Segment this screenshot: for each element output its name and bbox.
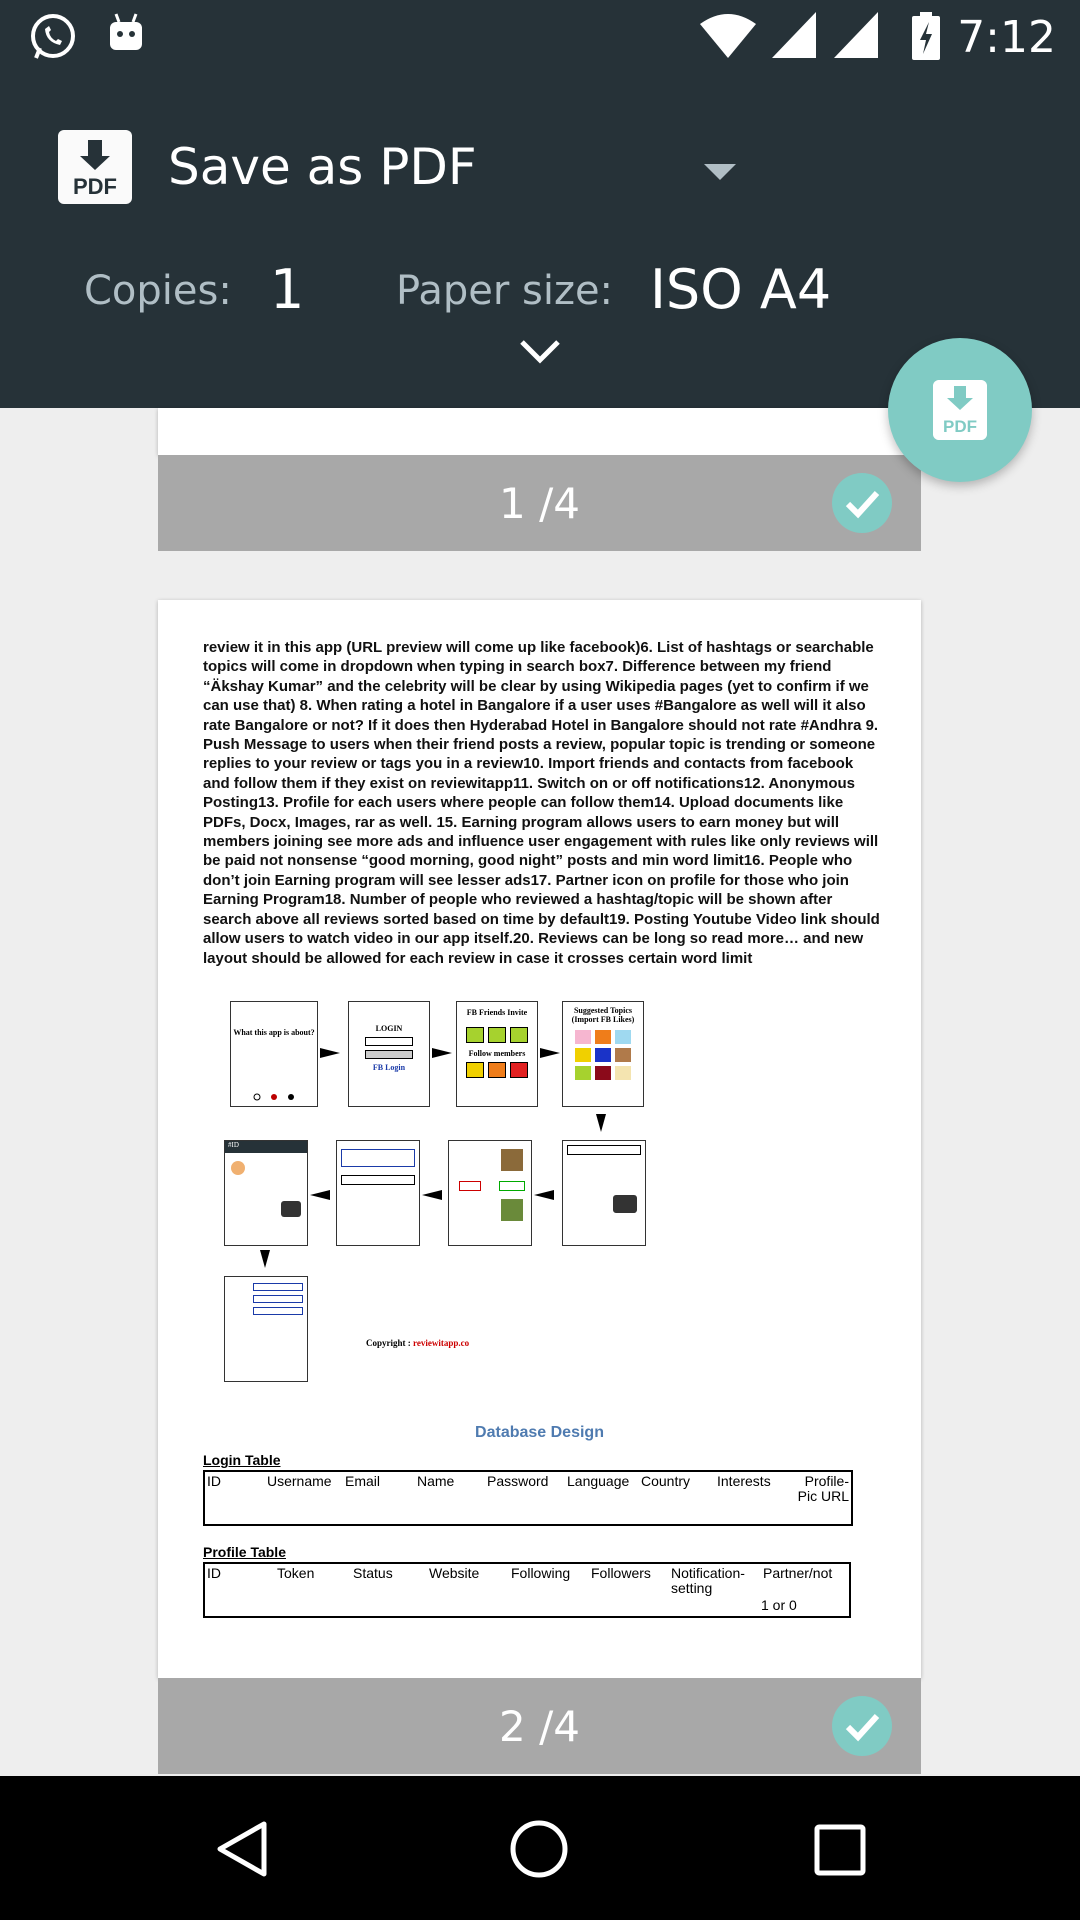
android-debug-icon (106, 12, 146, 56)
login-col-language: Language (567, 1473, 630, 1489)
back-icon[interactable] (214, 1820, 272, 1878)
page-1-preview[interactable] (158, 408, 921, 455)
page-2-preview[interactable] (158, 600, 921, 1678)
login-col-name: Name (417, 1473, 455, 1489)
page-2-number: 2 /4 (499, 1702, 580, 1751)
login-col-profile-pic: Profile-Pic URL (797, 1473, 849, 1504)
home-icon[interactable] (508, 1818, 570, 1880)
battery-charging-icon (912, 12, 940, 60)
flow-arrow-left (310, 1190, 330, 1200)
profile-table-caption: Profile Table (203, 1544, 286, 1560)
database-design-heading: Database Design (475, 1424, 604, 1441)
login-table (203, 1470, 853, 1526)
profile-col-notification: Notification-setting (671, 1565, 745, 1596)
svg-text:PDF: PDF (73, 174, 117, 199)
page-1-number: 1 /4 (499, 479, 580, 528)
mockup-fb-invite-title: FB Friends Invite (466, 1008, 528, 1017)
mockup-post-review (336, 1140, 420, 1246)
page-2-bar (158, 1678, 921, 1774)
mockup-copyright (366, 1338, 469, 1348)
mockup-fb-invite (456, 1001, 538, 1107)
mockup-settings (224, 1276, 308, 1382)
mockup-fb-login: FB Login (372, 1063, 406, 1072)
save-pdf-button[interactable] (888, 338, 1032, 482)
page-2-body-text: review it in this app (URL preview will come up like facebook)6. List of hashtags or searchable topics will come in dropdown when typing in search box7. Difference between my friend “Äkshay Kumar” and the celebrity will be clear by using Wikipedia pages (yet to confirm if we can use that) 8. When rating a hotel in Bangalore if a user uses #Bangalore as well will it also rate Bangalore or not? If it does then Hyderabad Hotel in Bangalore should not rate #Andhra 9. Push Message to users when their friend posts a review, popular topic is trending or someone replies to your review or tags you in a review10. Import friends and contacts from facebook and follow them if they exist on reviewitapp11. Switch on or off notifications12. Anonymous Posting13. Profile for each users where people can follow them14. Upload documents like PDFs, Docx, Images, rar as well. 15. Earning program allows users to earn money but will members joining see more ads and influence user engagement with rules like only reviews will be paid not nonsense “good morning, good night” posts and min word limit16. People who don’t join Earning program will see lesser ads17. Partner icon on profile for those who join Earning Program18. Number of people who reviewed a hashtag/topic will be shown after search above all reviews sorted based on time by default19. Posting Youtube Video link should allow users to watch video in our app itself.20. Reviews can be long so read more… and new layout should be allowed for each review in case it crosses certain word limit (203, 639, 880, 967)
profile-col-followers: Followers (591, 1565, 651, 1581)
profile-col-website: Website (429, 1565, 480, 1581)
clock: 7:12 (957, 12, 1056, 63)
flow-arrow (320, 1048, 340, 1058)
mockup-topics-title: Suggested Topics (Import FB Likes) (571, 1006, 635, 1024)
flow-arrow-left (422, 1190, 442, 1200)
wifi-icon (700, 12, 756, 58)
profile-col-partner: Partner/not (763, 1565, 833, 1581)
profile-col-following: Following (511, 1565, 571, 1581)
check-icon (832, 1696, 892, 1756)
login-col-country: Country (641, 1473, 691, 1489)
copies-input[interactable]: 1 (270, 258, 305, 321)
login-col-id: ID (207, 1473, 221, 1489)
expand-options-icon[interactable] (518, 336, 562, 366)
login-col-password: Password (487, 1473, 549, 1489)
flow-arrow-down (260, 1250, 270, 1268)
mockup-profile: #ID (224, 1140, 308, 1246)
page-1-selected-check[interactable] (832, 473, 892, 533)
check-icon (832, 473, 892, 533)
page-1-bar (158, 455, 921, 551)
login-col-email: Email (345, 1473, 381, 1489)
cell-signal-icon (772, 12, 816, 58)
profile-table (203, 1562, 851, 1618)
login-col-username: Username (267, 1473, 332, 1489)
flow-arrow-down (596, 1114, 606, 1132)
chevron-down-icon[interactable] (700, 156, 740, 186)
paper-size-label: Paper size: (396, 268, 614, 314)
page-2-selected-check[interactable] (832, 1696, 892, 1756)
recents-icon[interactable] (814, 1824, 866, 1876)
profile-partner-value: 1 or 0 (761, 1597, 797, 1613)
navigation-bar (0, 1776, 1080, 1920)
pdf-printer-icon (58, 130, 132, 204)
profile-col-id: ID (207, 1565, 221, 1581)
printer-selector[interactable]: Save as PDF (168, 138, 477, 196)
mockup-topics (562, 1001, 644, 1107)
mockup-follow-members: Follow members (468, 1049, 526, 1058)
mockup-login-title: LOGIN (375, 1024, 403, 1033)
status-bar (0, 0, 1080, 72)
mockup-login (348, 1001, 430, 1107)
mockup-search (562, 1140, 646, 1246)
copyright-label: Copyright : (366, 1338, 411, 1348)
mockup-about-title: What this app is about? (233, 1028, 315, 1037)
login-col-interests: Interests (717, 1473, 771, 1489)
flow-arrow (432, 1048, 452, 1058)
download-pdf-icon (933, 380, 987, 440)
flow-arrow-left (534, 1190, 554, 1200)
profile-col-status: Status (353, 1565, 393, 1581)
mockup-about (230, 1001, 318, 1107)
login-table-caption: Login Table (203, 1452, 281, 1468)
copyright-site: reviewitapp.co (413, 1338, 470, 1348)
svg-text:PDF: PDF (943, 417, 977, 436)
mockup-feed (448, 1140, 532, 1246)
paper-size-selector[interactable]: ISO A4 (650, 258, 832, 321)
pager-dots-icon (249, 1092, 299, 1102)
flow-arrow (540, 1048, 560, 1058)
profile-col-token: Token (277, 1565, 315, 1581)
copies-label: Copies: (84, 268, 232, 314)
cell-signal-2-icon (834, 12, 878, 58)
whatsapp-icon (28, 12, 78, 62)
